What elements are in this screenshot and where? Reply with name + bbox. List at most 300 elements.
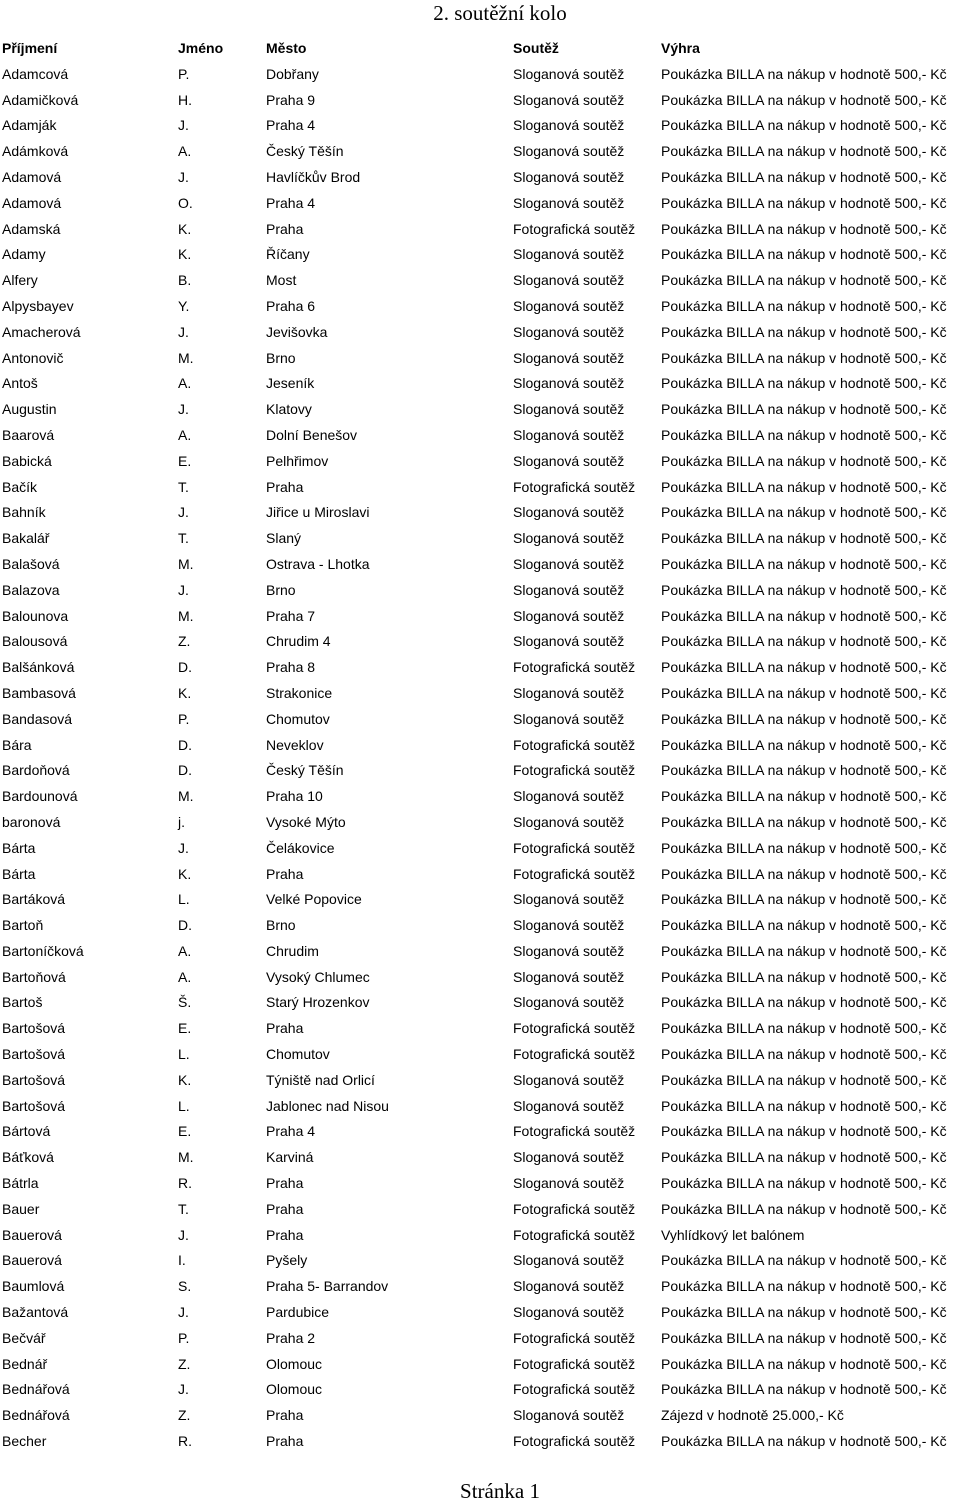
cell-first-name: J. xyxy=(178,581,189,598)
cell-surname: Balašová xyxy=(2,555,60,572)
table-row xyxy=(0,526,960,552)
cell-prize: Poukázka BILLA na nákup v hodnotě 500,- Kč xyxy=(661,375,947,392)
cell-surname: Bauerová xyxy=(2,1226,62,1243)
page-footer: Stránka 1 xyxy=(460,1479,540,1503)
table-row xyxy=(0,1171,960,1197)
cell-contest: Sloganová soutěž xyxy=(513,349,625,366)
table-row xyxy=(0,629,960,655)
cell-first-name: A. xyxy=(178,426,192,443)
table-row xyxy=(0,268,960,294)
cell-surname: Balšánková xyxy=(2,659,75,676)
cell-surname: Antoš xyxy=(2,375,38,392)
cell-contest: Sloganová soutěž xyxy=(513,1278,625,1295)
cell-first-name: J. xyxy=(178,168,189,185)
cell-city: Jablonec nad Nisou xyxy=(266,1097,389,1114)
table-row xyxy=(0,1042,960,1068)
cell-first-name: M. xyxy=(178,607,194,624)
table-row xyxy=(0,1068,960,1094)
cell-first-name: E. xyxy=(178,1020,192,1037)
cell-contest: Fotografická soutěž xyxy=(513,1226,636,1243)
cell-contest: Sloganová soutěž xyxy=(513,581,625,598)
cell-city: Dolní Benešov xyxy=(266,426,358,443)
cell-prize: Poukázka BILLA na nákup v hodnotě 500,- Kč xyxy=(661,788,947,805)
cell-contest: Sloganová soutěž xyxy=(513,297,625,314)
cell-surname: Bardounová xyxy=(2,788,78,805)
cell-surname: Augustin xyxy=(2,401,57,418)
cell-prize: Poukázka BILLA na nákup v hodnotě 500,- Kč xyxy=(661,1175,947,1192)
cell-first-name: J. xyxy=(178,1226,189,1243)
cell-contest: Fotografická soutěž xyxy=(513,1200,636,1217)
cell-first-name: T. xyxy=(178,530,189,547)
cell-first-name: A. xyxy=(178,942,192,959)
cell-surname: Becher xyxy=(2,1433,47,1450)
cell-city: Pyšely xyxy=(266,1252,308,1269)
cell-contest: Sloganová soutěž xyxy=(513,272,625,289)
table-row xyxy=(0,139,960,165)
cell-city: Praha xyxy=(266,220,304,237)
cell-first-name: E. xyxy=(178,452,192,469)
cell-surname: Bandasová xyxy=(2,710,73,727)
cell-first-name: K. xyxy=(178,220,192,237)
cell-city: Říčany xyxy=(266,246,310,263)
cell-contest: Sloganová soutěž xyxy=(513,65,625,82)
table-row xyxy=(0,681,960,707)
cell-city: Praha 10 xyxy=(266,788,323,805)
cell-contest: Fotografická soutěž xyxy=(513,1046,636,1063)
cell-city: Praha 5- Barrandov xyxy=(266,1278,389,1295)
cell-city: Čelákovice xyxy=(266,839,335,856)
cell-prize: Poukázka BILLA na nákup v hodnotě 500,- Kč xyxy=(661,220,947,237)
table-row xyxy=(0,1197,960,1223)
cell-surname: Alpysbayev xyxy=(2,297,74,314)
cell-surname: Balazova xyxy=(2,581,60,598)
header-first-name: Jméno xyxy=(178,40,224,56)
cell-first-name: B. xyxy=(178,272,192,289)
table-row xyxy=(0,242,960,268)
table-row xyxy=(0,1145,960,1171)
table-row xyxy=(0,165,960,191)
cell-contest: Sloganová soutěž xyxy=(513,401,625,418)
cell-prize: Poukázka BILLA na nákup v hodnotě 500,- Kč xyxy=(661,942,947,959)
cell-prize: Poukázka BILLA na nákup v hodnotě 500,- Kč xyxy=(661,1046,947,1063)
cell-city: Olomouc xyxy=(266,1355,323,1372)
cell-city: Brno xyxy=(266,349,296,366)
cell-first-name: H. xyxy=(178,91,192,108)
table-row xyxy=(0,475,960,501)
cell-city: Praha 4 xyxy=(266,194,316,211)
cell-prize: Poukázka BILLA na nákup v hodnotě 500,- Kč xyxy=(661,1252,947,1269)
cell-prize: Poukázka BILLA na nákup v hodnotě 500,- Kč xyxy=(661,1433,947,1450)
cell-contest: Sloganová soutěž xyxy=(513,788,625,805)
table-row xyxy=(0,1119,960,1145)
cell-contest: Sloganová soutěž xyxy=(513,1175,625,1192)
cell-city: Praha xyxy=(266,1226,304,1243)
cell-contest: Fotografická soutěž xyxy=(513,1355,636,1372)
cell-surname: Adamy xyxy=(2,246,46,263)
table-row xyxy=(0,939,960,965)
cell-surname: Bartošová xyxy=(2,1097,66,1114)
table-row xyxy=(0,707,960,733)
cell-prize: Poukázka BILLA na nákup v hodnotě 500,- Kč xyxy=(661,1097,947,1114)
cell-contest: Sloganová soutěž xyxy=(513,813,625,830)
cell-city: Slaný xyxy=(266,530,302,547)
cell-city: Most xyxy=(266,272,297,289)
cell-first-name: R. xyxy=(178,1433,192,1450)
cell-prize: Poukázka BILLA na nákup v hodnotě 500,- Kč xyxy=(661,1304,947,1321)
cell-surname: Báťková xyxy=(2,1149,54,1166)
cell-prize: Poukázka BILLA na nákup v hodnotě 500,- Kč xyxy=(661,349,947,366)
cell-prize: Poukázka BILLA na nákup v hodnotě 500,- Kč xyxy=(661,504,947,521)
cell-first-name: J. xyxy=(178,323,189,340)
cell-prize: Poukázka BILLA na nákup v hodnotě 500,- Kč xyxy=(661,65,947,82)
table-row xyxy=(0,836,960,862)
cell-surname: Bátrla xyxy=(2,1175,39,1192)
cell-city: Brno xyxy=(266,581,296,598)
cell-surname: Adamcová xyxy=(2,65,69,82)
cell-contest: Fotografická soutěž xyxy=(513,220,636,237)
cell-city: Praha 8 xyxy=(266,659,316,676)
cell-surname: Bárta xyxy=(2,839,36,856)
cell-surname: Adamová xyxy=(2,194,62,211)
cell-prize: Poukázka BILLA na nákup v hodnotě 500,- Kč xyxy=(661,246,947,263)
cell-city: Chrudim xyxy=(266,942,319,959)
cell-first-name: P. xyxy=(178,65,190,82)
cell-city: Praha xyxy=(266,1407,304,1424)
cell-prize: Poukázka BILLA na nákup v hodnotě 500,- Kč xyxy=(661,530,947,547)
cell-first-name: Z. xyxy=(178,1355,191,1372)
cell-prize: Poukázka BILLA na nákup v hodnotě 500,- Kč xyxy=(661,1149,947,1166)
cell-contest: Sloganová soutěž xyxy=(513,1407,625,1424)
cell-prize: Poukázka BILLA na nákup v hodnotě 500,- Kč xyxy=(661,684,947,701)
cell-contest: Sloganová soutěž xyxy=(513,452,625,469)
cell-contest: Sloganová soutěž xyxy=(513,1149,625,1166)
cell-first-name: E. xyxy=(178,1123,192,1140)
table-row xyxy=(0,965,960,991)
cell-surname: Balounova xyxy=(2,607,69,624)
cell-prize: Poukázka BILLA na nákup v hodnotě 500,- Kč xyxy=(661,968,947,985)
cell-contest: Fotografická soutěž xyxy=(513,865,636,882)
cell-prize: Zájezd v hodnotě 25.000,- Kč xyxy=(661,1407,844,1424)
cell-first-name: M. xyxy=(178,555,194,572)
cell-prize: Poukázka BILLA na nákup v hodnotě 500,- Kč xyxy=(661,633,947,650)
cell-city: Praha 4 xyxy=(266,1123,316,1140)
cell-contest: Sloganová soutěž xyxy=(513,891,625,908)
cell-contest: Sloganová soutěž xyxy=(513,246,625,263)
cell-contest: Sloganová soutěž xyxy=(513,710,625,727)
cell-city: Strakonice xyxy=(266,684,333,701)
cell-city: Pelhřimov xyxy=(266,452,329,469)
cell-first-name: M. xyxy=(178,1149,194,1166)
cell-prize: Poukázka BILLA na nákup v hodnotě 500,- Kč xyxy=(661,323,947,340)
cell-city: Praha xyxy=(266,478,304,495)
cell-contest: Sloganová soutěž xyxy=(513,1252,625,1269)
cell-city: Praha xyxy=(266,1175,304,1192)
cell-city: Neveklov xyxy=(266,736,324,753)
cell-prize: Poukázka BILLA na nákup v hodnotě 500,- Kč xyxy=(661,426,947,443)
table-row xyxy=(0,1223,960,1249)
table-row xyxy=(0,862,960,888)
cell-surname: Bartoňová xyxy=(2,968,66,985)
table-row xyxy=(0,913,960,939)
cell-contest: Sloganová soutěž xyxy=(513,942,625,959)
cell-first-name: P. xyxy=(178,710,190,727)
cell-city: Praha 2 xyxy=(266,1329,316,1346)
cell-prize: Poukázka BILLA na nákup v hodnotě 500,- Kč xyxy=(661,839,947,856)
cell-contest: Sloganová soutěž xyxy=(513,684,625,701)
cell-prize: Poukázka BILLA na nákup v hodnotě 500,- Kč xyxy=(661,891,947,908)
cell-surname: Bambasová xyxy=(2,684,76,701)
cell-first-name: Š. xyxy=(178,994,192,1011)
table-row xyxy=(0,1326,960,1352)
cell-surname: Bartoň xyxy=(2,917,44,934)
cell-first-name: S. xyxy=(178,1278,192,1295)
header-prize: Výhra xyxy=(661,40,700,56)
cell-city: Praha xyxy=(266,865,304,882)
cell-city: Chomutov xyxy=(266,1046,330,1063)
cell-first-name: Z. xyxy=(178,1407,191,1424)
cell-contest: Fotografická soutěž xyxy=(513,1381,636,1398)
cell-contest: Fotografická soutěž xyxy=(513,1433,636,1450)
cell-first-name: K. xyxy=(178,1071,192,1088)
cell-surname: Adamová xyxy=(2,168,62,185)
cell-surname: Bahník xyxy=(2,504,46,521)
cell-prize: Poukázka BILLA na nákup v hodnotě 500,- Kč xyxy=(661,478,947,495)
cell-contest: Sloganová soutěž xyxy=(513,917,625,934)
cell-first-name: J. xyxy=(178,1381,189,1398)
cell-prize: Poukázka BILLA na nákup v hodnotě 500,- Kč xyxy=(661,762,947,779)
cell-surname: Baumlová xyxy=(2,1278,65,1295)
cell-surname: Bednář xyxy=(2,1355,48,1372)
table-row xyxy=(0,88,960,114)
table-row xyxy=(0,758,960,784)
cell-city: Starý Hrozenkov xyxy=(266,994,370,1011)
page-title: 2. soutěžní kolo xyxy=(433,1,567,25)
cell-city: Praha xyxy=(266,1433,304,1450)
cell-first-name: D. xyxy=(178,659,192,676)
cell-surname: Bartošová xyxy=(2,1071,66,1088)
cell-contest: Sloganová soutěž xyxy=(513,323,625,340)
cell-city: Ostrava - Lhotka xyxy=(266,555,370,572)
cell-first-name: D. xyxy=(178,762,192,779)
cell-prize: Poukázka BILLA na nákup v hodnotě 500,- Kč xyxy=(661,813,947,830)
cell-prize: Poukázka BILLA na nákup v hodnotě 500,- Kč xyxy=(661,91,947,108)
cell-city: Jiřice u Miroslavi xyxy=(266,504,370,521)
table-row xyxy=(0,1403,960,1429)
cell-prize: Poukázka BILLA na nákup v hodnotě 500,- Kč xyxy=(661,297,947,314)
cell-prize: Poukázka BILLA na nákup v hodnotě 500,- Kč xyxy=(661,736,947,753)
cell-first-name: K. xyxy=(178,865,192,882)
table-row xyxy=(0,552,960,578)
cell-prize: Vyhlídkový let balónem xyxy=(661,1226,805,1243)
cell-contest: Sloganová soutěž xyxy=(513,607,625,624)
cell-contest: Sloganová soutěž xyxy=(513,994,625,1011)
cell-contest: Sloganová soutěž xyxy=(513,968,625,985)
cell-surname: Amacherová xyxy=(2,323,81,340)
cell-contest: Sloganová soutěž xyxy=(513,1097,625,1114)
cell-city: Brno xyxy=(266,917,296,934)
cell-first-name: J. xyxy=(178,117,189,134)
cell-city: Pardubice xyxy=(266,1304,330,1321)
table-row xyxy=(0,1016,960,1042)
cell-prize: Poukázka BILLA na nákup v hodnotě 500,- Kč xyxy=(661,452,947,469)
cell-surname: Bardoňová xyxy=(2,762,70,779)
table-row xyxy=(0,217,960,243)
cell-city: Velké Popovice xyxy=(266,891,362,908)
cell-city: Dobřany xyxy=(266,65,319,82)
cell-prize: Poukázka BILLA na nákup v hodnotě 500,- Kč xyxy=(661,865,947,882)
cell-first-name: A. xyxy=(178,968,192,985)
cell-contest: Fotografická soutěž xyxy=(513,478,636,495)
cell-contest: Sloganová soutěž xyxy=(513,1304,625,1321)
cell-contest: Sloganová soutěž xyxy=(513,1071,625,1088)
table-row xyxy=(0,1094,960,1120)
cell-contest: Fotografická soutěž xyxy=(513,1123,636,1140)
cell-prize: Poukázka BILLA na nákup v hodnotě 500,- Kč xyxy=(661,168,947,185)
table-row xyxy=(0,1274,960,1300)
cell-first-name: J. xyxy=(178,504,189,521)
cell-contest: Sloganová soutěž xyxy=(513,375,625,392)
cell-first-name: J. xyxy=(178,401,189,418)
cell-prize: Poukázka BILLA na nákup v hodnotě 500,- Kč xyxy=(661,581,947,598)
cell-contest: Fotografická soutěž xyxy=(513,762,636,779)
cell-prize: Poukázka BILLA na nákup v hodnotě 500,- Kč xyxy=(661,710,947,727)
cell-surname: Adámková xyxy=(2,143,69,160)
cell-surname: Bačík xyxy=(2,478,38,495)
cell-first-name: L. xyxy=(178,1046,190,1063)
table-row xyxy=(0,1300,960,1326)
cell-contest: Sloganová soutěž xyxy=(513,633,625,650)
cell-contest: Sloganová soutěž xyxy=(513,168,625,185)
cell-first-name: D. xyxy=(178,917,192,934)
cell-prize: Poukázka BILLA na nákup v hodnotě 500,- Kč xyxy=(661,555,947,572)
cell-first-name: T. xyxy=(178,1200,189,1217)
cell-surname: Antonovič xyxy=(2,349,64,366)
cell-surname: Adamičková xyxy=(2,91,79,108)
cell-first-name: I. xyxy=(178,1252,186,1269)
cell-contest: Sloganová soutěž xyxy=(513,117,625,134)
cell-city: Jevišovka xyxy=(266,323,328,340)
winners-table xyxy=(0,36,960,1455)
cell-contest: Sloganová soutěž xyxy=(513,555,625,572)
table-row xyxy=(0,990,960,1016)
table-header xyxy=(0,36,960,62)
cell-first-name: M. xyxy=(178,349,194,366)
cell-surname: Alfery xyxy=(2,272,38,289)
table-row xyxy=(0,784,960,810)
cell-contest: Fotografická soutěž xyxy=(513,1329,636,1346)
cell-first-name: A. xyxy=(178,143,192,160)
cell-first-name: Y. xyxy=(178,297,190,314)
cell-surname: Bednářová xyxy=(2,1407,70,1424)
cell-first-name: j. xyxy=(178,813,185,830)
cell-prize: Poukázka BILLA na nákup v hodnotě 500,- Kč xyxy=(661,1020,947,1037)
cell-prize: Poukázka BILLA na nákup v hodnotě 500,- Kč xyxy=(661,1329,947,1346)
cell-first-name: M. xyxy=(178,788,194,805)
cell-city: Český Těšín xyxy=(266,143,344,160)
cell-contest: Sloganová soutěž xyxy=(513,194,625,211)
cell-city: Vysoký Chlumec xyxy=(266,968,370,985)
cell-prize: Poukázka BILLA na nákup v hodnotě 500,- Kč xyxy=(661,994,947,1011)
header-city: Město xyxy=(266,40,307,56)
table-row xyxy=(0,1248,960,1274)
cell-prize: Poukázka BILLA na nákup v hodnotě 500,- Kč xyxy=(661,1071,947,1088)
cell-contest: Fotografická soutěž xyxy=(513,839,636,856)
table-row xyxy=(0,62,960,88)
table-row xyxy=(0,397,960,423)
table-row xyxy=(0,1377,960,1403)
cell-contest: Sloganová soutěž xyxy=(513,143,625,160)
cell-first-name: K. xyxy=(178,684,192,701)
cell-first-name: T. xyxy=(178,478,189,495)
table-row xyxy=(0,810,960,836)
cell-contest: Fotografická soutěž xyxy=(513,736,636,753)
cell-surname: Bárta xyxy=(2,865,36,882)
cell-surname: Bártová xyxy=(2,1123,51,1140)
table-row xyxy=(0,500,960,526)
cell-contest: Sloganová soutěž xyxy=(513,91,625,108)
cell-city: Praha 9 xyxy=(266,91,316,108)
cell-first-name: L. xyxy=(178,891,190,908)
cell-prize: Poukázka BILLA na nákup v hodnotě 500,- Kč xyxy=(661,1123,947,1140)
cell-prize: Poukázka BILLA na nákup v hodnotě 500,- Kč xyxy=(661,143,947,160)
cell-first-name: J. xyxy=(178,839,189,856)
cell-prize: Poukázka BILLA na nákup v hodnotě 500,- Kč xyxy=(661,1278,947,1295)
cell-contest: Sloganová soutěž xyxy=(513,426,625,443)
cell-prize: Poukázka BILLA na nákup v hodnotě 500,- Kč xyxy=(661,917,947,934)
table-row xyxy=(0,578,960,604)
header-surname: Příjmení xyxy=(2,40,58,56)
table-row xyxy=(0,1352,960,1378)
cell-surname: Babická xyxy=(2,452,52,469)
cell-city: Praha xyxy=(266,1200,304,1217)
cell-prize: Poukázka BILLA na nákup v hodnotě 500,- Kč xyxy=(661,117,947,134)
header-contest: Soutěž xyxy=(513,40,559,56)
cell-first-name: L. xyxy=(178,1097,190,1114)
cell-surname: Adamská xyxy=(2,220,61,237)
cell-city: Chrudim 4 xyxy=(266,633,331,650)
cell-city: Praha 7 xyxy=(266,607,316,624)
cell-surname: Bartošová xyxy=(2,1020,66,1037)
table-row xyxy=(0,346,960,372)
cell-city: Havlíčkův Brod xyxy=(266,168,361,185)
cell-first-name: P. xyxy=(178,1329,190,1346)
table-body xyxy=(0,62,960,1455)
cell-first-name: J. xyxy=(178,1304,189,1321)
table-row xyxy=(0,191,960,217)
cell-surname: Bečvář xyxy=(2,1329,46,1346)
table-row xyxy=(0,655,960,681)
table-row xyxy=(0,371,960,397)
cell-prize: Poukázka BILLA na nákup v hodnotě 500,- Kč xyxy=(661,607,947,624)
cell-first-name: A. xyxy=(178,375,192,392)
cell-surname: Balousová xyxy=(2,633,68,650)
cell-city: Český Těšín xyxy=(266,762,344,779)
cell-city: Praha 4 xyxy=(266,117,316,134)
cell-first-name: O. xyxy=(178,194,193,211)
cell-surname: Bartáková xyxy=(2,891,66,908)
cell-surname: Bakalář xyxy=(2,530,50,547)
cell-prize: Poukázka BILLA na nákup v hodnotě 500,- Kč xyxy=(661,1355,947,1372)
cell-city: Praha xyxy=(266,1020,304,1037)
cell-first-name: Z. xyxy=(178,633,191,650)
table-row xyxy=(0,887,960,913)
cell-contest: Fotografická soutěž xyxy=(513,659,636,676)
cell-prize: Poukázka BILLA na nákup v hodnotě 500,- Kč xyxy=(661,194,947,211)
cell-surname: Bednářová xyxy=(2,1381,70,1398)
cell-first-name: K. xyxy=(178,246,192,263)
cell-city: Jeseník xyxy=(266,375,315,392)
cell-contest: Sloganová soutěž xyxy=(513,504,625,521)
